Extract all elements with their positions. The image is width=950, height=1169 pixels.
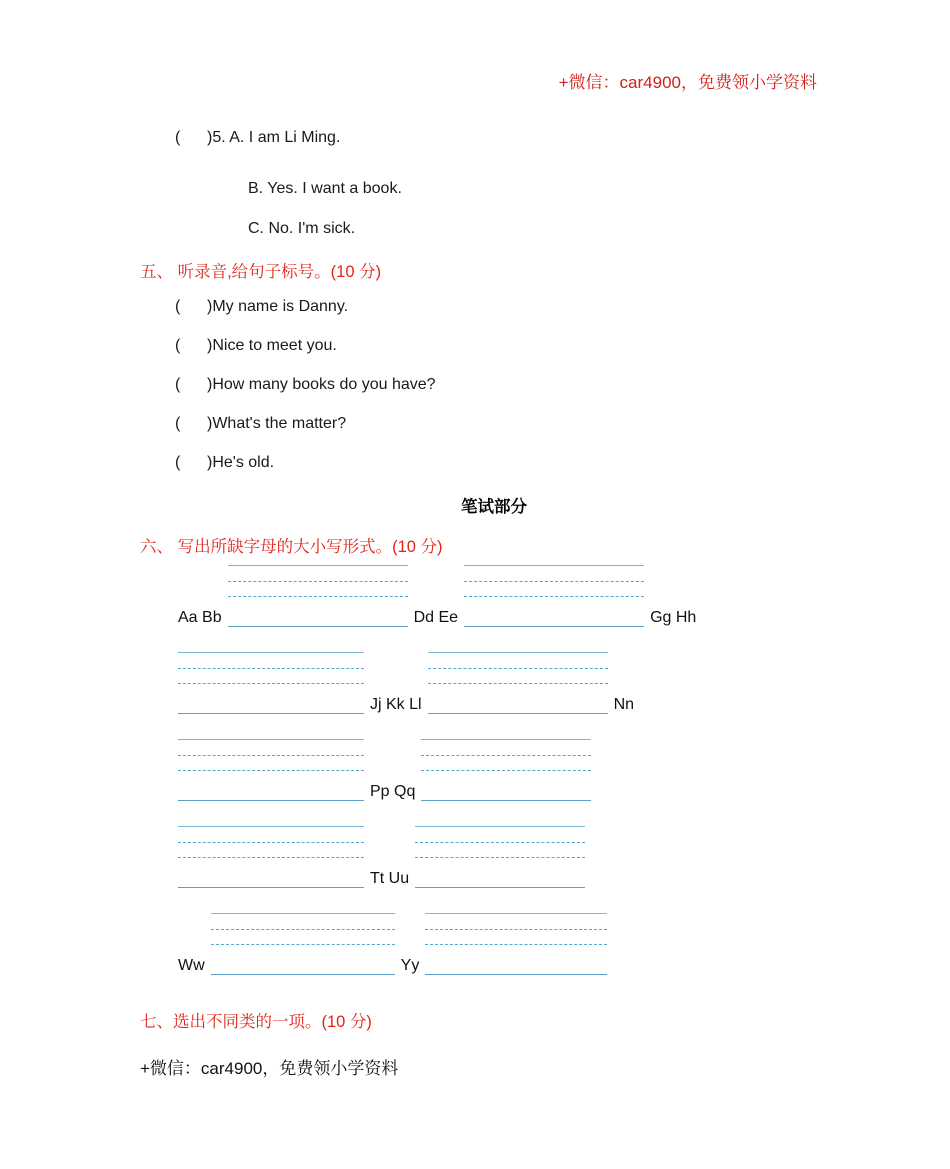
listening-item: ( )How many books do you have? <box>175 376 436 393</box>
writing-grid-row <box>178 739 738 801</box>
letter-label: Ww <box>178 957 205 975</box>
listening-item: ( )What's the matter? <box>175 415 347 432</box>
question5-option-a: ( )5. A. I am Li Ming. <box>175 129 341 146</box>
letter-label: Yy <box>400 957 420 975</box>
watermark-bottom: +微信：car4900，免费领小学资料 <box>140 1059 399 1078</box>
section6-heading: 六、 写出所缺字母的大小写形式。(10 分) <box>140 538 443 556</box>
section7-heading: 七、选出不同类的一项。(10 分) <box>140 1013 372 1031</box>
four-line-writing-grid <box>178 739 364 801</box>
writing-grid-row <box>178 652 738 714</box>
writing-grid-row <box>178 826 738 888</box>
four-line-writing-grid <box>178 652 364 714</box>
listening-item: ( )Nice to meet you. <box>175 337 337 354</box>
four-line-writing-grid <box>211 913 395 975</box>
four-line-writing-grid <box>464 565 644 627</box>
letter-label: Aa Bb <box>178 609 222 627</box>
question5-option-b: B. Yes. I want a book. <box>248 180 402 197</box>
four-line-writing-grid <box>178 826 364 888</box>
letter-label: Dd Ee <box>413 609 459 627</box>
four-line-writing-grid <box>421 739 591 801</box>
section5-item-list <box>175 298 436 493</box>
four-line-writing-grid <box>425 913 607 975</box>
four-line-writing-grid <box>228 565 408 627</box>
four-line-writing-grid <box>415 826 585 888</box>
writing-grid-row <box>178 565 738 627</box>
four-line-writing-grid <box>428 652 608 714</box>
letter-label: Pp Qq <box>370 783 416 801</box>
writing-grid-row <box>178 913 738 975</box>
letter-label: Tt Uu <box>370 870 410 888</box>
section5-heading: 五、 听录音,给句子标号。(10 分) <box>140 263 382 281</box>
letter-label: Gg Hh <box>650 609 697 627</box>
letter-writing-grids <box>178 565 738 1000</box>
written-part-title: 笔试部分 <box>461 498 527 516</box>
letter-label: Nn <box>613 696 635 714</box>
letter-label: Jj Kk Ll <box>370 696 422 714</box>
watermark-top: +微信：car4900，免费领小学资料 <box>558 73 817 92</box>
listening-item: ( )My name is Danny. <box>175 298 349 315</box>
question5-option-c: C. No. I'm sick. <box>248 220 356 237</box>
listening-item: ( )He's old. <box>175 454 275 471</box>
